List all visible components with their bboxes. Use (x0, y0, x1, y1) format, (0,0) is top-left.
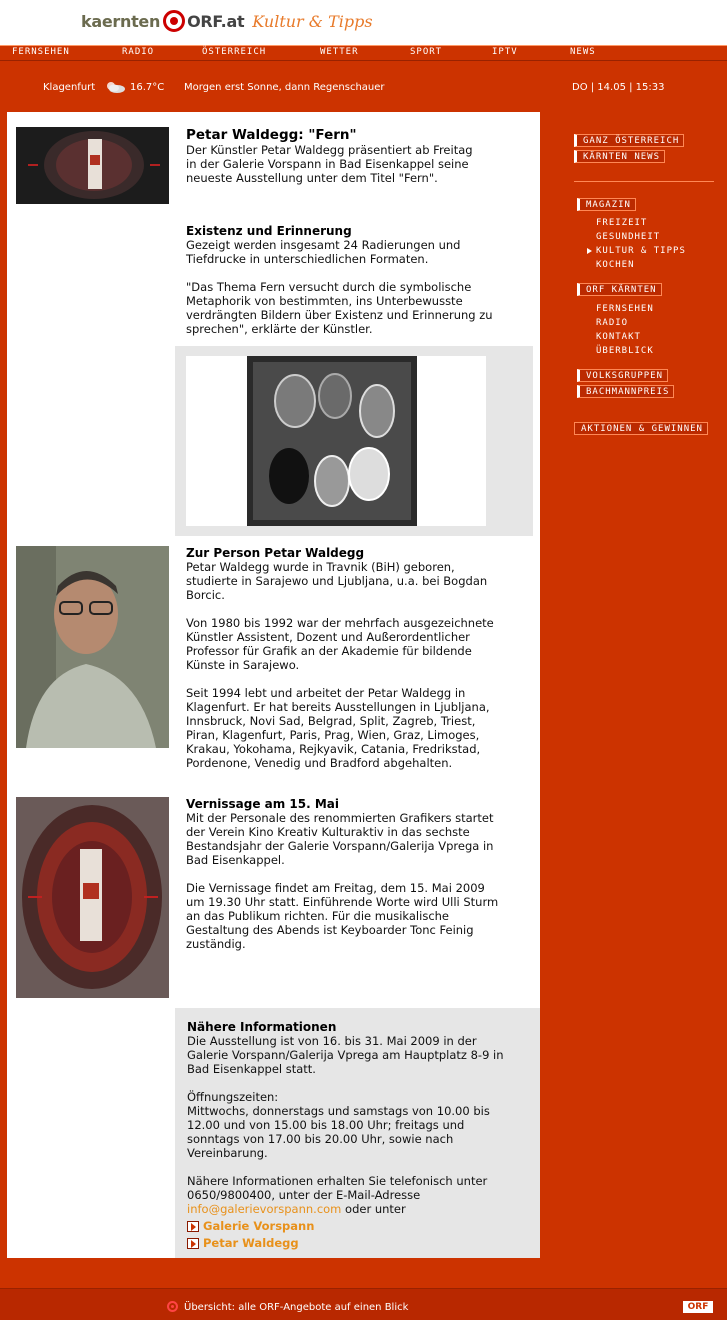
external-link-arrow-icon (187, 1238, 199, 1249)
artwork-thumbnail-image (16, 127, 169, 204)
cloud-sun-icon (104, 80, 126, 94)
sidebar-item-ueberblick[interactable]: ÜBERBLICK (596, 346, 654, 356)
info-heading: Nähere Informationen (187, 1020, 337, 1034)
info-contact-text: Nähere Informationen erhalten Sie telefonisch unter 0650/9800400, unter der E-Mail-Adresse (187, 1174, 488, 1202)
topnav-radio[interactable]: RADIO (122, 47, 155, 57)
section-person-p2: Von 1980 bis 1992 war der mehrfach ausgezeichnete Künstler Assistent, Dozent und Außerordentlicher Professor für Grafik an der Akademie für bildende Künste in Sarajewo. (186, 616, 494, 672)
topnav-news[interactable]: NEWS (570, 47, 596, 57)
link-galerie-row[interactable] (187, 1219, 517, 1233)
site-header (0, 0, 727, 45)
link-galerie-vorspann[interactable]: Galerie Vorspann (203, 1219, 315, 1233)
section-existenz (186, 224, 496, 336)
section-vernissage-p2: Die Vernissage findet am Freitag, dem 15. Mai 2009 um 19.30 Uhr statt. Einführende Worte wird Ulli Sturm an das Publikum richten. Für die musikalische Gestaltung des Abends ist Keyboarder Tonc Feinig zuständig. (186, 881, 499, 951)
orf-eye-icon (167, 1301, 178, 1312)
info-hours: Mittwochs, donnerstags und samstags von 10.00 bis 12.00 und von 15.00 bis 18.00 Uhr; freitags und sonntags von 17.00 bis 20.00 Uhr, sowie nach Vereinbarung. (187, 1104, 490, 1160)
sidebar-kaernten-news[interactable]: KÄRNTEN NEWS (574, 150, 665, 163)
section-person-p3: Seit 1994 lebt und arbeitet der Petar Waldegg in Klagenfurt. Er hat bereits Ausstellungen in Ljubljana, Innsbruck, Novi Sad, Belgrad, Split, Zagreb, Triest, Piran, Klagenfurt, Paris, Prag, Wien, Graz, Limoges, Krakau, Yokohama, Rejkyavik, Catania, Fredrikstad, Pordenone, Venedig und Bradford abgehalten. (186, 686, 490, 770)
artist-portrait-image (16, 546, 169, 748)
weather-temperature: 16.7°C (130, 82, 165, 93)
weather-bar (0, 62, 727, 112)
site-footer (0, 1288, 727, 1320)
link-petar-waldegg[interactable]: Petar Waldegg (203, 1236, 299, 1250)
info-contact-after: oder unter (345, 1202, 406, 1216)
section-vernissage (186, 797, 501, 951)
sidebar-divider (574, 181, 714, 182)
footer-orf-logo[interactable]: ORF (683, 1301, 713, 1313)
article-title: Petar Waldegg: "Fern" (186, 127, 357, 143)
info-contact (187, 1174, 517, 1216)
link-waldegg-row[interactable] (187, 1236, 517, 1250)
sidebar-item-kochen[interactable]: KOCHEN (596, 260, 635, 270)
artwork-etching-image (247, 356, 417, 526)
logo-orf-text: ORF.at (187, 11, 245, 31)
top-navigation (0, 45, 727, 61)
sidebar-item-radio[interactable]: RADIO (596, 318, 629, 328)
info-box (175, 1008, 540, 1258)
footer-overview-link[interactable]: Übersicht: alle ORF-Angebote auf einen Blick (184, 1302, 409, 1313)
section-existenz-p2: "Das Thema Fern versucht durch die symbolische Metaphorik von bestimmten, ins Unterbewusste verdrängten Bildern über Existenz und Erinnerung zu sprechen", erklärte der Künstler. (186, 280, 493, 336)
current-datetime: DO | 14.05 | 15:33 (572, 82, 665, 93)
section-person (186, 546, 496, 770)
article-main (7, 112, 540, 1258)
article-intro-block (186, 127, 486, 185)
section-existenz-p1: Gezeigt werden insgesamt 24 Radierungen und Tiefdrucke in unterschiedlichen Formaten. (186, 238, 461, 266)
sidebar-ganz-oesterreich[interactable]: GANZ ÖSTERREICH (574, 134, 684, 147)
site-logo[interactable] (81, 8, 373, 34)
topnav-iptv[interactable]: IPTV (492, 47, 518, 57)
topnav-wetter[interactable]: WETTER (320, 47, 359, 57)
info-hours-label: Öffnungszeiten: (187, 1090, 279, 1104)
info-p1: Die Ausstellung ist von 16. bis 31. Mai 2009 in der Galerie Vorspann/Galerija Vprega am Hauptplatz 8-9 in Bad Eisenkappel statt. (187, 1034, 504, 1076)
section-vernissage-p1: Mit der Personale des renommierten Grafikers startet der Verein Kino Kreativ Kulturaktiv in das sechste Bestandsjahr der Galerie Vorspann/Galerija Vprega in Bad Eisenkappel. (186, 811, 494, 867)
weather-forecast: Morgen erst Sonne, dann Regenschauer (184, 82, 385, 93)
external-link-arrow-icon (187, 1221, 199, 1232)
sidebar-aktionen-gewinnen[interactable]: AKTIONEN & GEWINNEN (574, 422, 708, 435)
artwork-feature-frame (186, 356, 486, 526)
artwork-feature-box (175, 346, 533, 536)
topnav-sport[interactable]: SPORT (410, 47, 443, 57)
topnav-fernsehen[interactable]: FERNSEHEN (12, 47, 70, 57)
section-existenz-heading: Existenz und Erinnerung (186, 224, 352, 238)
section-person-heading: Zur Person Petar Waldegg (186, 546, 365, 560)
weather-city[interactable]: Klagenfurt (43, 82, 96, 93)
logo-kaernten-text: kaernten (81, 11, 161, 31)
section-vernissage-heading: Vernissage am 15. Mai (186, 797, 339, 811)
sidebar-item-gesundheit[interactable]: GESUNDHEIT (596, 232, 661, 242)
topnav-oesterreich[interactable]: ÖSTERREICH (202, 47, 267, 57)
sidebar-magazin[interactable]: MAGAZIN (577, 198, 636, 211)
logo-section-text: Kultur & Tipps (252, 11, 373, 31)
email-link[interactable]: info@galerievorspann.com (187, 1202, 342, 1216)
sidebar-item-fernsehen[interactable]: FERNSEHEN (596, 304, 654, 314)
artwork-fern-image (16, 797, 169, 998)
article-intro: Der Künstler Petar Waldegg präsentiert ab Freitag in der Galerie Vorspann in Bad Eisenkappel seine neueste Ausstellung unter dem Titel "Fern". (186, 143, 473, 185)
section-person-p1: Petar Waldegg wurde in Travnik (BiH) geboren, studierte in Sarajewo und Ljubljana, u.a. bei Bogdan Borcic. (186, 560, 488, 602)
sidebar-item-kontakt[interactable]: KONTAKT (596, 332, 641, 342)
sidebar-bachmannpreis[interactable]: BACHMANNPREIS (577, 385, 674, 398)
sidebar-orf-kaernten[interactable]: ORF KÄRNTEN (577, 283, 662, 296)
sidebar-volksgruppen[interactable]: VOLKSGRUPPEN (577, 369, 668, 382)
sidebar-item-kultur-tipps[interactable]: KULTUR & TIPPS (596, 246, 686, 256)
info-content (187, 1020, 517, 1250)
sidebar-item-freizeit[interactable]: FREIZEIT (596, 218, 648, 228)
orf-eye-icon (163, 10, 185, 32)
